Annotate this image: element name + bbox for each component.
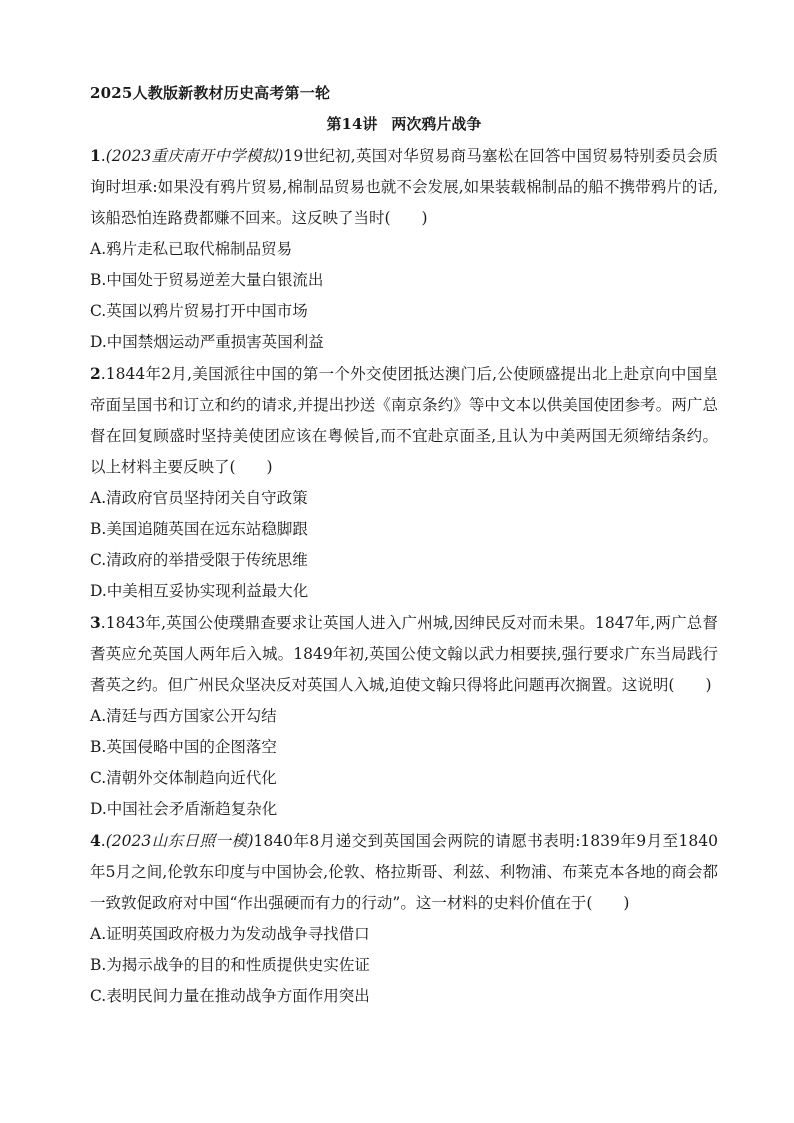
question-source: (2023山东日照一模) — [105, 832, 254, 850]
option-c: C.英国以鸦片贸易打开中国市场 — [90, 302, 308, 320]
question-stem: 2.1844年2月,美国派往中国的第一个外交使团抵达澳门后,公使顾盛提出北上赴京向中国皇帝面呈国书和订立和约的请求,并提出抄送《南京条约》等中文本以供美国使团参考。两广总督在回复顾盛时坚持美使团应该在粤候旨,而不宜赴京面圣,且认为中美两国无须缔结条约。以上材料主要反映了( ) — [90, 364, 718, 476]
option-c: C.清政府的举措受限于传统思维 — [90, 551, 308, 569]
question-text: 1844年2月,美国派往中国的第一个外交使团抵达澳门后,公使顾盛提出北上赴京向中国皇帝面呈国书和订立和约的请求,并提出抄送《南京条约》等中文本以供美国使团参考。两广总督在回复顾盛时坚持美使团应该在粤候旨,而不宜赴京面圣,且认为中美两国无须缔结条约。以上材料主要反映了( ) — [90, 365, 718, 476]
option-d: D.中国禁烟运动严重损害英国利益 — [90, 333, 324, 351]
question-number: 4 — [90, 831, 101, 850]
option-d: D.中美相互妥协实现利益最大化 — [90, 582, 309, 600]
option-b: B.中国处于贸易逆差大量白银流出 — [90, 271, 324, 289]
question-number: 2 — [90, 364, 101, 383]
option-b: B.美国追随英国在远东站稳脚跟 — [90, 520, 308, 538]
question-1 — [90, 140, 718, 358]
option-b: B.英国侵略中国的企图落空 — [90, 738, 277, 756]
question-number: 3 — [90, 613, 101, 632]
question-stem: 4.(2023山东日照一模)1840年8月递交到英国国会两院的请愿书表明:1839年9月至1840年5月之间,伦敦东印度与中国协会,伦敦、格拉斯哥、利兹、利物浦、布莱克本各地的商会都一致敦促政府对中国“作出强硬而有力的行动”。这一材料的史料价值在于( ) — [90, 831, 718, 912]
option-c: C.表明民间力量在推动战争方面作用突出 — [90, 987, 370, 1005]
question-text: 19世纪初,英国对华贸易商马塞松在回答中国贸易特别委员会质询时坦承:如果没有鸦片贸易,棉制品贸易也就不会发展,如果装载棉制品的船不携带鸦片的话,该船恐怕连路费都赚不回来。这反映了当时( ) — [90, 147, 718, 227]
question-text: 1840年8月递交到英国国会两院的请愿书表明:1839年9月至1840年5月之间,伦敦东印度与中国协会,伦敦、格拉斯哥、利兹、利物浦、布莱克本各地的商会都一致敦促政府对中国“作出强硬而有力的行动”。这一材料的史料价值在于( ) — [90, 832, 718, 912]
question-2 — [90, 358, 718, 607]
option-a: A.清廷与西方国家公开勾结 — [90, 707, 277, 725]
question-list — [90, 140, 718, 1012]
lesson-name: 两次鸦片战争 — [391, 115, 482, 133]
option-a: A.鸦片走私已取代棉制品贸易 — [90, 240, 293, 258]
question-stem: 1.(2023重庆南开中学模拟)19世纪初,英国对华贸易商马塞松在回答中国贸易特别委员会质询时坦承:如果没有鸦片贸易,棉制品贸易也就不会发展,如果装载棉制品的船不携带鸦片的话,该船恐怕连路费都赚不回来。这反映了当时( ) — [90, 146, 718, 227]
option-a: A.证明英国政府极力为发动战争寻找借口 — [90, 925, 370, 943]
option-a: A.清政府官员坚持闭关自守政策 — [90, 489, 308, 507]
document-header: 2025人教版新教材历史高考第一轮 — [90, 84, 331, 102]
question-number: 1 — [90, 146, 101, 165]
option-d: D.中国社会矛盾渐趋复杂化 — [90, 800, 278, 818]
question-4 — [90, 825, 718, 1012]
question-text: 1843年,英国公使璞鼎查要求让英国人进入广州城,因绅民反对而未果。1847年,两广总督耆英应允英国人两年后入城。1849年初,英国公使文翰以武力相要挟,强行要求广东当局践行耆英之约。但广州民众坚决反对英国人入城,迫使文翰只得将此问题再次搁置。这说明( ) — [90, 614, 718, 694]
option-b: B.为揭示战争的目的和性质提供史实佐证 — [90, 956, 370, 974]
question-stem: 3.1843年,英国公使璞鼎查要求让英国人进入广州城,因绅民反对而未果。1847年,两广总督耆英应允英国人两年后入城。1849年初,英国公使文翰以武力相要挟,强行要求广东当局践行耆英之约。但广州民众坚决反对英国人入城,迫使文翰只得将此问题再次搁置。这说明( ) — [90, 613, 718, 694]
option-c: C.清朝外交体制趋向近代化 — [90, 769, 277, 787]
lesson-number: 第14讲 — [326, 115, 378, 133]
question-3 — [90, 607, 718, 825]
lesson-title — [90, 113, 718, 134]
question-source: (2023重庆南开中学模拟) — [105, 147, 284, 165]
